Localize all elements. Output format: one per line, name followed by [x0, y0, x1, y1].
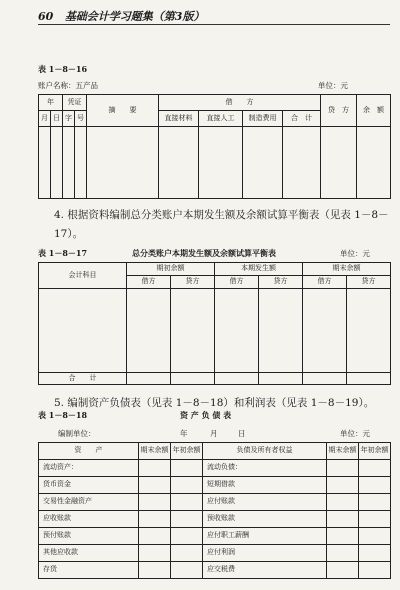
asset-opening-cell — [171, 545, 203, 562]
liab-closing-cell — [327, 562, 359, 579]
liability-item: 应交税费 — [203, 562, 327, 579]
col-liability: 负债及所有者权益 — [203, 443, 327, 460]
table3-date-day: 日 — [238, 429, 246, 438]
paragraph-4: 4. 根据资料编制总分类账户本期发生额及余额试算平衡表（见表 1－8－17）。 — [54, 209, 389, 240]
trial-balance-table — [38, 262, 391, 385]
table-row — [39, 545, 391, 562]
col-account: 会计科目 — [39, 263, 127, 289]
liab-opening-cell — [359, 528, 391, 545]
liability-item: 应付账款 — [203, 494, 327, 511]
table-row — [39, 289, 391, 373]
asset-item: 其他应收款 — [39, 545, 139, 562]
col-current: 本期发生额 — [215, 263, 303, 276]
col-balance: 余 额 — [357, 95, 391, 127]
col-summary: 摘 要 — [87, 95, 159, 127]
asset-closing-cell — [139, 562, 171, 579]
liab-opening-cell — [359, 477, 391, 494]
col-opening-debit: 借方 — [127, 276, 171, 289]
table2-unit: 单位：元 — [340, 249, 370, 258]
liab-closing-cell — [327, 528, 359, 545]
paragraph-5: 5. 编制资产负债表（见表 1－8－18）和利润表（见表 1－8－19）。 — [54, 397, 375, 409]
table-row — [39, 511, 391, 528]
liab-opening-cell — [359, 511, 391, 528]
col-closing-credit: 贷方 — [347, 276, 391, 289]
col-opening: 期初余额 — [127, 263, 215, 276]
asset-item: 交易性金融资产 — [39, 494, 139, 511]
col-liab-closing: 期末余额 — [327, 443, 359, 460]
ledger-table — [38, 94, 391, 199]
table-row — [39, 127, 391, 199]
liability-item: 短期借款 — [203, 477, 327, 494]
table2-number: 表 1－8－17 — [38, 248, 88, 258]
col-num: 号 — [75, 111, 87, 127]
asset-opening-cell — [171, 477, 203, 494]
col-day: 日 — [51, 111, 63, 127]
col-debit: 借 方 — [159, 95, 321, 111]
liability-item: 预收账款 — [203, 511, 327, 528]
table-row — [39, 460, 391, 477]
col-direct-labor: 直接人工 — [199, 111, 243, 127]
total-row-label: 合 计 — [39, 373, 127, 385]
liab-opening-cell — [359, 460, 391, 477]
asset-opening-cell — [171, 494, 203, 511]
liability-item: 应付利润 — [203, 545, 327, 562]
asset-closing-cell — [139, 460, 171, 477]
col-credit: 贷 方 — [321, 95, 357, 127]
liab-closing-cell — [327, 494, 359, 511]
asset-closing-cell — [139, 511, 171, 528]
col-current-debit: 借方 — [215, 276, 259, 289]
table3-unit-label: 编制单位： — [58, 429, 96, 438]
header-rule — [38, 24, 390, 25]
col-opening-credit: 贷方 — [171, 276, 215, 289]
asset-closing-cell — [139, 494, 171, 511]
col-asset: 资 产 — [39, 443, 139, 460]
liab-opening-cell — [359, 562, 391, 579]
page-number: 60 — [38, 10, 54, 23]
asset-item: 预付账款 — [39, 528, 139, 545]
liab-closing-cell — [327, 545, 359, 562]
table1-unit: 单位：元 — [318, 81, 348, 90]
col-asset-opening: 年初余额 — [171, 443, 203, 460]
book-title: 基础会计学习题集（第3版） — [64, 10, 205, 23]
table-row — [39, 528, 391, 545]
col-total: 合 计 — [283, 111, 321, 127]
asset-opening-cell — [171, 528, 203, 545]
asset-item: 存货 — [39, 562, 139, 579]
asset-opening-cell — [171, 511, 203, 528]
col-overhead: 制造费用 — [243, 111, 283, 127]
asset-item: 流动资产： — [39, 460, 139, 477]
liab-closing-cell — [327, 460, 359, 477]
col-voucher: 凭证 — [63, 95, 87, 111]
table3-date-month: 月 — [210, 429, 218, 438]
col-month: 月 — [39, 111, 51, 127]
table3-title: 资 产 负 债 表 — [180, 410, 232, 420]
liability-item: 应付职工薪酬 — [203, 528, 327, 545]
balance-sheet-table — [38, 442, 391, 579]
liab-opening-cell — [359, 494, 391, 511]
table3-date-year: 年 — [180, 429, 188, 438]
col-direct-material: 直接材料 — [159, 111, 199, 127]
col-current-credit: 贷方 — [259, 276, 303, 289]
liab-closing-cell — [327, 511, 359, 528]
table-row — [39, 477, 391, 494]
asset-closing-cell — [139, 545, 171, 562]
asset-item: 应收账款 — [39, 511, 139, 528]
page-header — [38, 8, 204, 24]
table2-title: 总分类账户本期发生额及余额试算平衡表 — [132, 248, 276, 258]
col-liab-opening: 年初余额 — [359, 443, 391, 460]
col-char: 字 — [63, 111, 75, 127]
liab-closing-cell — [327, 477, 359, 494]
col-asset-closing: 期末余额 — [139, 443, 171, 460]
table3-number: 表 1－8－18 — [38, 410, 88, 420]
table1-account: 账户名称：五产品 — [38, 81, 98, 90]
table-row — [39, 562, 391, 579]
asset-closing-cell — [139, 528, 171, 545]
asset-closing-cell — [139, 477, 171, 494]
asset-item: 货币资金 — [39, 477, 139, 494]
liability-item: 流动负债： — [203, 460, 327, 477]
table1-number: 表 1－8－16 — [38, 64, 88, 74]
table-row — [39, 494, 391, 511]
liab-opening-cell — [359, 545, 391, 562]
col-closing-debit: 借方 — [303, 276, 347, 289]
asset-opening-cell — [171, 460, 203, 477]
asset-opening-cell — [171, 562, 203, 579]
table3-unit: 单位：元 — [340, 429, 370, 438]
col-closing: 期末余额 — [303, 263, 391, 276]
col-year: 年 — [39, 95, 63, 111]
